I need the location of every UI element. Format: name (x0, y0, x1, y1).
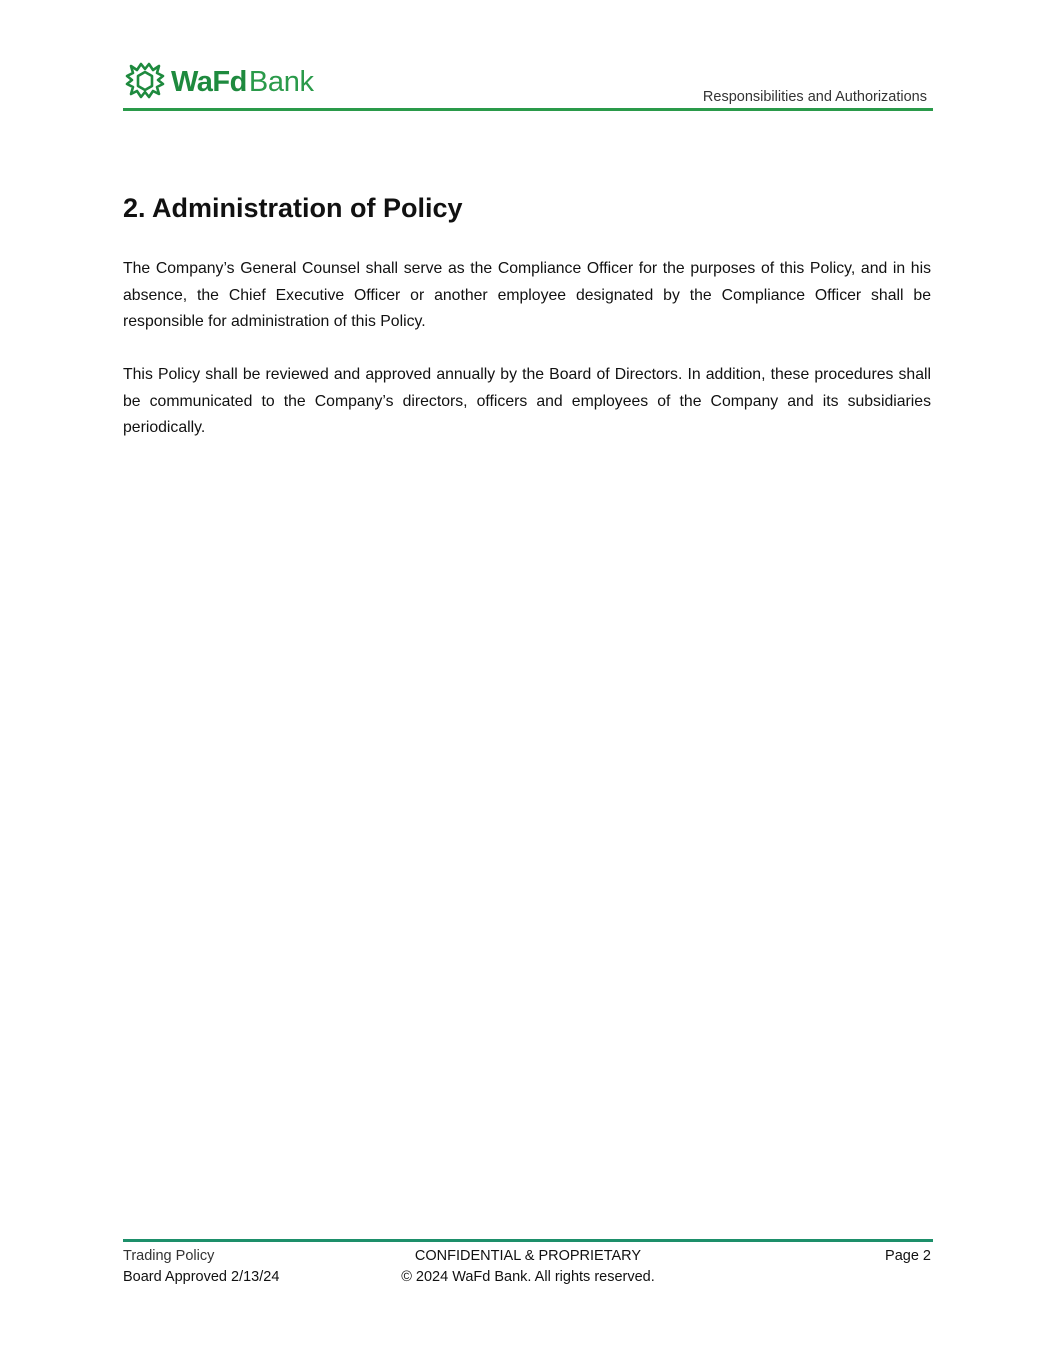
footer-left-block (123, 1246, 279, 1288)
body-paragraph: The Company’s General Counsel shall serve as the Compliance Officer for the purposes of this Policy, and in his absence, the Chief Executive Officer or another employee designated by the Compliance Officer shall be responsible for administration of this Policy. (123, 260, 931, 330)
footer-center-block (393, 1246, 663, 1288)
footer-divider (123, 1239, 933, 1242)
header-section-title: Responsibilities and Authorizations (702, 89, 927, 105)
page-header (123, 58, 933, 114)
footer-right-block (885, 1246, 931, 1267)
body-paragraph: This Policy shall be reviewed and approved annually by the Board of Directors. In addition, these procedures shall be communicated to the Company’s directors, officers and employees of the Company and its subsidiaries periodically. (123, 366, 931, 436)
footer-approval-date: Board Approved 2/13/24 (123, 1269, 280, 1285)
logo-wordmark-bank: Bank (248, 65, 314, 98)
footer-confidentiality: CONFIDENTIAL & PROPRIETARY (414, 1248, 642, 1264)
wafd-logo-icon (123, 60, 167, 104)
footer-copyright: © 2024 WaFd Bank. All rights reserved. (401, 1269, 655, 1285)
logo-wordmark-wafd: WaFd (171, 65, 247, 98)
section-heading: 2. Administration of Policy (123, 193, 463, 223)
wafd-bank-logo (123, 60, 314, 104)
footer-policy-name: Trading Policy (123, 1248, 215, 1264)
footer-page-number: Page 2 (885, 1248, 931, 1264)
header-divider (123, 108, 933, 111)
